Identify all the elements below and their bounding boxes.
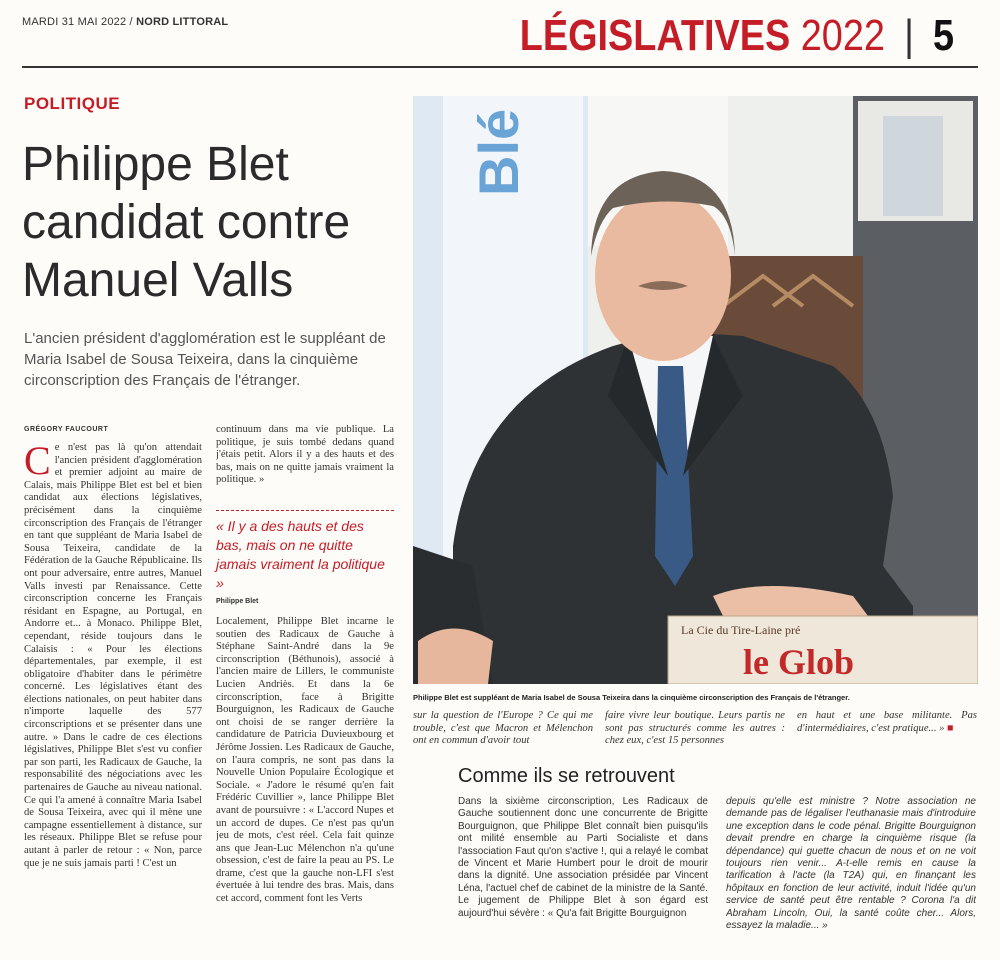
article-photo: [413, 96, 978, 684]
body-column-5-top: [797, 710, 977, 750]
portrait-illustration: [413, 96, 978, 684]
body-column-1: [24, 442, 202, 954]
page-number: 5: [932, 11, 954, 60]
section-year: 2022: [800, 11, 885, 60]
body-text-span: en haut et une base militante. Pas d'intermédiaires, c'est pratique... »: [797, 710, 977, 734]
byline: GRÉGORY FAUCOURT: [24, 426, 109, 433]
sidebar-column-2: [726, 796, 976, 954]
section-word: LÉGISLATIVES: [519, 11, 791, 60]
headline-line: Philippe Blet: [22, 138, 289, 191]
pull-quote: « Il y a des hauts et des bas, mais on ne quitte jamais vraiment la politique »: [216, 510, 394, 593]
publication-name: NORD LITTORAL: [136, 16, 229, 28]
dropcap: C: [24, 442, 51, 483]
body-text: Dans la sixième circonscription, Les Radicaux de Gauche soutiennent donc une concurrente de Brigitte Bourguignon, que Philippe Blet connaît bien puisqu'ils ont milité ensemble au Parti Socialiste et dans l'association Faut qu'on s'active !, qui a relayé le combat de Vincent et Marie Humbert pour le droit de mourir dans la dignité. Une association présidée par Vincent Léna, l'actuel chef de cabinet de la ministre de la Santé. Le jugement de Philippe Blet à son égard est aujourd'hui sévère : « Qu'a fait Brigitte Bourguignon: [458, 796, 708, 919]
end-mark: ■: [947, 722, 954, 734]
body-text: depuis qu'elle est ministre ? Notre association ne demande pas de légaliser l'euthanasie mais d'introduire une exception dans le code pénal. Brigitte Bourguignon devait prendre en charge la cinquième risque (la dépendance) qui guette chacun de nous et on ne voit toujours rien venir... A-t-elle remis en cause la tarification à l'acte (la T2A) qui, en finançant les hôpitaux en fonction de leur activité, induit l'idée qu'un service de santé peut être rentable ? Corona l'a dit Abraham Lincoln, Oui, la santé coûte cher... Alors, essayez la maladie... »: [726, 796, 976, 932]
body-text: continuum dans ma vie publique. La politique, je suis tombé dedans quand j'étais petit. Alors il y a des hauts et des bas, mais on ne quitte jamais vraiment la politique. »: [216, 424, 394, 486]
dateline: [22, 16, 228, 28]
body-text: Localement, Philippe Blet incarne le soutien des Radicaux de Gauche à Stéphane Saint-André dans la 9e circonscription (Béthunois), associé à l'ancien maire de Lillers, le communiste Lucien Andriès. Et dans la 6e circonscription, face à Brigitte Bourguignon, les Radicaux de Gauche ont choisi de se ranger derrière la candidature de Patricia Duvieuxbourg et Jérôme Jossien. Les Radicaux de Gauche, on l'aura compris, ne sont pas dans la Nouvelle Union Populaire Écologique et Sociale. « J'adore le résumé qu'en fait Frédéric Cuvillier », lance Philippe Blet avant de poursuivre : « L'accord Nupes et un accord de dupes. Ce n'est pas qu'un jeu de mots, c'est réel. Cela fait quinze ans que Jean-Luc Mélenchon n'a qu'une obsession, c'est de faire la peau au PS. Le drame, c'est que la gauche non-LFI s'est évertuée à lui tendre des bras. Mais, dans cet accord, comment font les Verts: [216, 616, 394, 905]
rubric-label: POLITIQUE: [24, 94, 121, 113]
newspaper-masthead-text: le Glob: [743, 642, 855, 682]
article-deck: L'ancien président d'agglomération est le suppléant de Maria Isabel de Sousa Teixeira, dans la cinquième circonscription des Français de l'étranger.: [24, 330, 386, 389]
body-column-3-top: [413, 710, 593, 750]
headline-line: Manuel Valls: [22, 254, 294, 307]
headline-line: candidat contre: [22, 196, 351, 249]
section-title: [520, 10, 954, 62]
banner-text: Blé: [467, 108, 530, 196]
sidebar-column-1: [458, 796, 708, 954]
body-text: sur la question de l'Europe ? Ce qui me trouble, c'est que Macron et Mélenchon ont en commun d'avoir tout: [413, 710, 593, 747]
body-column-4-top: [605, 710, 785, 750]
pull-quote-attribution: Philippe Blet: [216, 598, 259, 605]
issue-date: MARDI 31 MAI 2022 /: [22, 16, 133, 28]
photo-caption: Philippe Blet est suppléant de Maria Isabel de Sousa Teixeira dans la cinquième circonscription des Français de l'étranger.: [413, 693, 850, 702]
sidebar-subhead: Comme ils se retrouvent: [458, 765, 675, 787]
page-header: [22, 0, 978, 68]
section-separator: |: [903, 11, 914, 60]
body-column-2-top: [216, 424, 394, 504]
body-text: [797, 710, 977, 735]
body-column-2-bottom: [216, 616, 394, 954]
headline: [22, 136, 402, 310]
body-text: faire vivre leur boutique. Leurs partis ne sont pas structurés comme les autres : chez eux, c'est 15 personnes: [605, 710, 785, 747]
newspaper-small-text: La Cie du Tire-Laine pré: [681, 623, 801, 637]
body-text: e n'est pas là qu'on attendait l'ancien président d'agglomération et premier adjoint au maire de Calais, mais Philippe Blet est bel et bien candidat aux élections législatives, précisément dans la cinquième circonscription des Français de l'étranger en tant que suppléant de Maria Isabel de Sousa Teixeira, candidate de la Fédération de la Gauche Républicaine. Ils ont pour adversaire, entre autres, Manuel Valls investi par Renaissance. Cette circonscription concerne les Français résidant en Espagne, au Portugal, en Andorre et... à Monaco. Philippe Blet, cependant, réside toujours dans le Calaisis : « Pour les élections départementales, par exemple, il est obligatoire d'habiter dans le périmètre concerné. Les législatives étant des élections nationales, on peut habiter dans n'importe laquelle des 577 circonscriptions et se présenter dans une autre. » Dans le cadre de ces élections législatives, Philippe Blet s'est vu confier par son parti, les Radicaux de Gauche, la responsabilité des négociations avec les partenaires de Gauche au niveau national. Ce qui l'a amené à connaître Maria Isabel de Sousa Teixeira, avec qui il mène une campagne essentiellement à distance, sur les réseaux. Philippe Blet se refuse pour autant à parler de retour : « Non, parce que je ne suis jamais parti ! C'est un: [24, 442, 202, 869]
